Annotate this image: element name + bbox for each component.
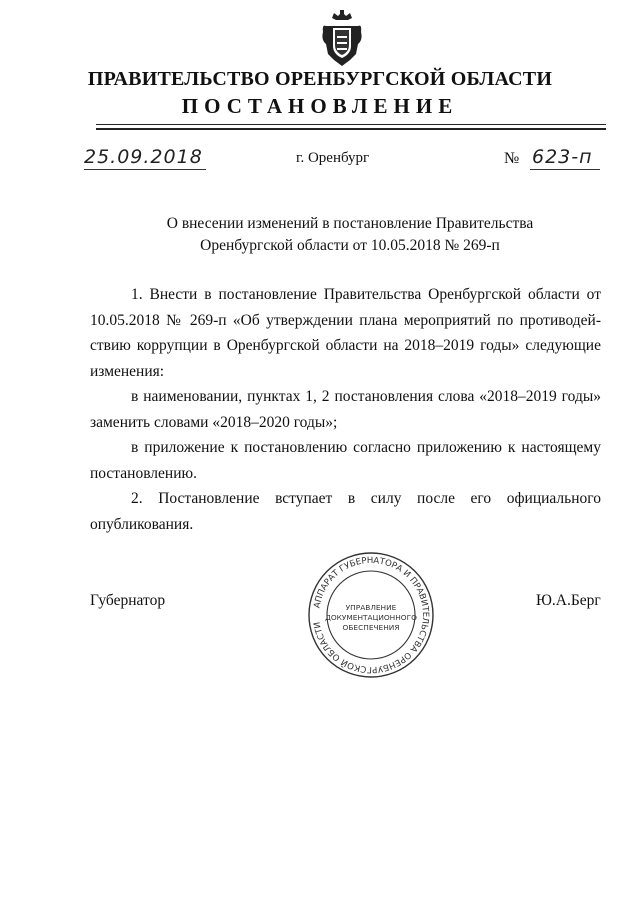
- organization-title: ПРАВИТЕЛЬСТВО ОРЕНБУРГСКОЙ ОБЛАСТИ: [87, 68, 553, 90]
- stamp-line-1: УПРАВЛЕНИЕ: [345, 603, 397, 612]
- stamp-line-2: ДОКУМЕНТАЦИОННОГО: [325, 613, 417, 622]
- signer-name: Ю.А.Берг: [536, 592, 601, 609]
- document-city: г. Оренбург: [296, 150, 370, 166]
- document-number-field: [504, 146, 600, 172]
- document-date: 25.09.2018: [84, 146, 203, 168]
- header-rule-thick: [96, 128, 606, 130]
- document-body: [90, 282, 601, 537]
- stamp-line-3: ОБЕСПЕЧЕНИЯ: [342, 623, 400, 632]
- coat-of-arms-icon: [320, 10, 364, 68]
- body-paragraph-4: 2. Постановление вступает в силу после его официального опубликования.: [90, 490, 601, 533]
- body-paragraph-2: в наименовании, пунктах 1, 2 постановления слова «2018–2019 годы» заменить словами «2018–2020 годы»;: [90, 388, 601, 431]
- official-stamp: [306, 550, 436, 680]
- header-rule-thin: [96, 124, 606, 125]
- document-subject: [100, 213, 600, 257]
- number-label: №: [504, 150, 520, 167]
- signer-title: Губернатор: [90, 592, 166, 609]
- stamp-ring-text: АППАРАТ ГУБЕРНАТОРА И ПРАВИТЕЛЬСТВА ОРЕНБУРГСКОЙ ОБЛАСТИ: [312, 555, 431, 675]
- number-underline: [530, 169, 600, 170]
- subject-line-2: Оренбургской области от 10.05.2018 № 269-п: [200, 237, 500, 254]
- subject-line-1: О внесении изменений в постановление Правительства: [166, 215, 534, 232]
- document-number: 623-п: [532, 146, 593, 168]
- date-underline: [84, 169, 206, 170]
- document-type-heading: ПОСТАНОВЛЕНИЕ: [181, 94, 459, 118]
- body-paragraph-1: 1. Внести в постановление Правительства Оренбургской области от 10.05.2018 № 269-п «Об утверждении плана мероприятий по противодействию коррупции в Оренбургской области на 2018–2019 годы» следующие изменения:: [90, 286, 601, 380]
- body-paragraph-3: в приложение к постановлению согласно приложению к настоящему постановлению.: [90, 439, 601, 482]
- document-date-field: [84, 146, 206, 172]
